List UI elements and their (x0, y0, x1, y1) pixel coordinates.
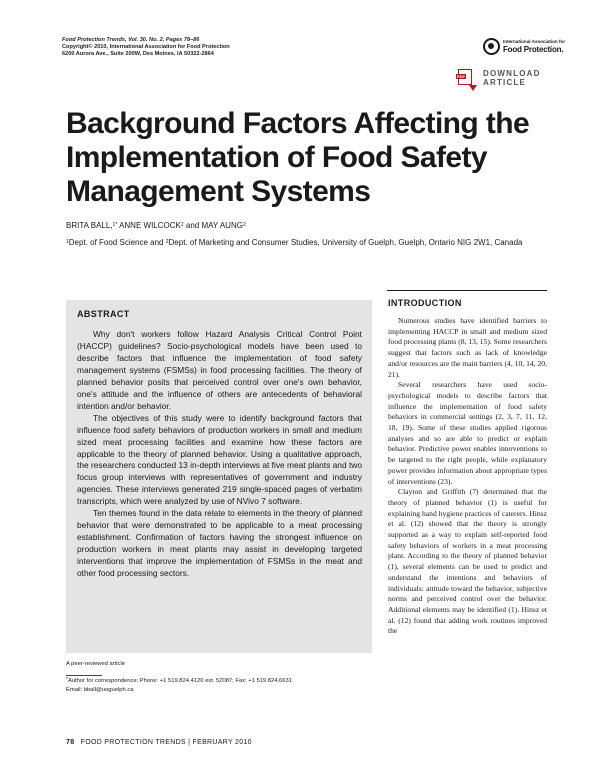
journal-line: Food Protection Trends, Vol. 30, No. 2, Pages 78–86 (62, 37, 200, 43)
correspondence-sup: * (66, 677, 68, 683)
affiliation-sup-1: 1 (66, 239, 69, 245)
author-1-sup: 1* (112, 222, 118, 228)
copyright-line: Copyright© 2010, International Association for Food Protection (62, 44, 230, 51)
correspondence-text: Author for correspondence: Phone: +1 519.824.4120 ext. 52087; Fax: +1 519.824.6631 (67, 678, 292, 684)
author-3-sup: 2 (242, 222, 246, 228)
footer-date: FEBRUARY 2010 (192, 739, 252, 746)
download-label-line2: ARTICLE (483, 77, 527, 87)
intro-paragraph: Numerous studies have identified barriers to implementing HACCP in small and medium sized food processing plants (8, 13, 15). Some researchers suggest that factors such as lack of knowledge and/or resources are the main barriers (4, 10, 14, 20, 21). (388, 316, 548, 379)
page-footer (66, 739, 252, 746)
journal-info (62, 37, 230, 59)
intro-paragraph: Several researchers have used socio-psychological models to describe factors that influence the implementation of food safety behaviors in commercial settings (2, 3, 7, 11, 12, 18, 19). Some of these studies applied rigorous analyses and so are able to predict or explain behavior. Predictive power enables interventions to be targeted to the right people, while explanatory power provides information about appropriate types of interventions (23). (388, 380, 547, 486)
iafp-logo-icon (483, 38, 500, 55)
footnote-rule (66, 675, 102, 676)
download-label-line1: DOWNLOAD (483, 69, 541, 78)
affiliation-sup-2: 2 (165, 239, 169, 245)
logo-top-text: International Association for (503, 39, 566, 44)
pdf-document-icon (458, 69, 472, 85)
intro-body (388, 316, 547, 637)
abstract-paragraph: Ten themes found in the data relate to elements in the theory of planned behavior that were demonstrated to be applicable to a meat processing establishment. Confirmation of factors having the strongest influence on production workers in meat plants may assist in developing targeted interventions that improve the implementation of FSMSs in the meat and other food processing sectors. (77, 508, 362, 579)
author-2-sup: 2 (180, 222, 184, 228)
author-3: MAY AUNG (201, 221, 243, 230)
download-arrow-icon (469, 85, 477, 91)
page-number: 78 (66, 739, 75, 746)
email-line[interactable]: Email: bball@uoguelph.ca (66, 687, 134, 693)
footnotes (66, 660, 376, 695)
affiliation-part-1: Dept. of Food Science and (68, 238, 164, 247)
footer-journal: FOOD PROTECTION TRENDS (80, 739, 186, 746)
author-and: and (185, 221, 200, 230)
footer-separator: | (188, 739, 191, 746)
logo-bottom-text: Food Protection. (503, 45, 564, 54)
intro-heading: INTRODUCTION (388, 298, 462, 308)
abstract-body (77, 329, 362, 580)
abstract-paragraph: Why don't workers follow Hazard Analysis Critical Control Point (HACCP) guidelines? Socio-psychological models have been used to describe factors that influence the implementation of food safety management systems (FSMSs) in food processing facilities. The theory of planned behavior posits that perceived control over one's own behavior, one's attitude and the influence of others are antecedents of behavioral intention and/or behavior. (77, 329, 362, 411)
download-label (483, 70, 541, 87)
correspondence-note (66, 677, 376, 686)
affiliation-part-2: Dept. of Marketing and Consumer Studies, University of Guelph, Guelph, Ontario NIG 2W1, Canada (168, 238, 523, 247)
author-list (66, 221, 246, 231)
download-article-button[interactable] (458, 69, 558, 99)
peer-reviewed-note: A peer-reviewed article (66, 661, 125, 667)
iafp-logo (483, 37, 566, 59)
author-2: ANNE WILCOCK (119, 221, 181, 230)
pdf-badge: PDF (457, 74, 465, 79)
intro-paragraph: Clayton and Griffith (7) determined that the theory of planned behavior (1) is useful for explaining hand hygiene practices of caterers. Hinsz et al. (12) showed that the theory is strongly supported as a way to explain self-reported food safety behaviors of workers in a meat processing plant. According to the theory of planned behavior (1), several elements can be used to predict and understand the intentions and behaviors of individuals: attitude toward the behavior, subjective norms and perceived control over the behavior. Additional elements may be identified (1). Hinsz et al. (12) found that adding work routines improved the (388, 487, 547, 636)
abstract-heading: ABSTRACT (77, 309, 130, 319)
author-1: BRITA BALL, (66, 221, 113, 230)
intro-divider (387, 290, 547, 291)
article-title: Background Factors Affecting the Implementation of Food Safety Management Systems (66, 107, 530, 208)
affiliation (66, 238, 536, 249)
abstract-paragraph: The objectives of this study were to identify background factors that influence food safety behaviors of production workers in small and medium sized meat processing facilities and examine how these factors are applicable to the theory of planned behavior. Using a qualitative approach, the researchers conducted 13 in-depth interviews at five meat plants and two focus group interviews with representatives of government and industry agencies. These interviews generated 219 single-spaced pages of verbatim transcripts, which were analyzed by use of NVivo 7 software. (77, 412, 362, 507)
address-line: 6200 Aurora Ave., Suite 200W, Des Moines, IA 50322-2864 (62, 51, 214, 58)
